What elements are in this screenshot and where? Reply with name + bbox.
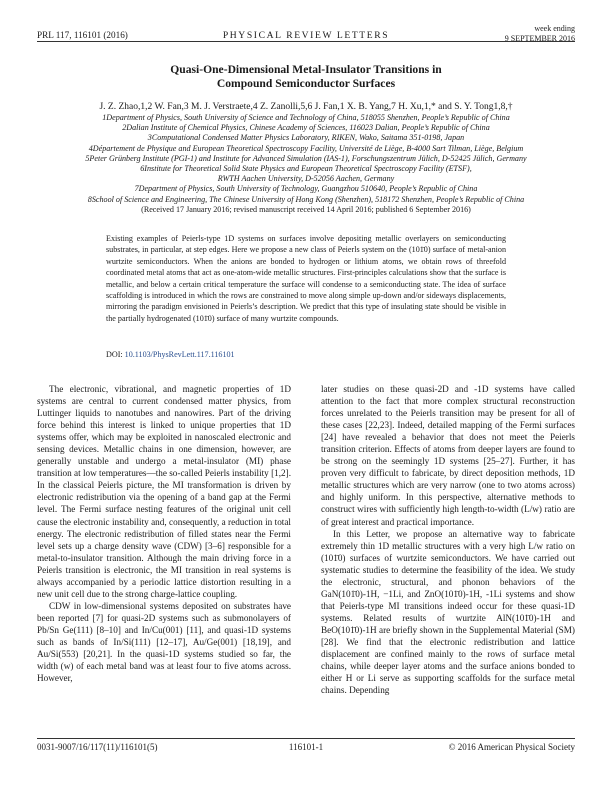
journal-name: PHYSICAL REVIEW LETTERS — [222, 30, 390, 41]
footer-issn: 0031-9007/16/117(11)/116101(5) — [37, 742, 158, 752]
body-paragraph: CDW in low-dimensional systems deposited on substrates have been reported [7] for quasi-2D systems such as submonolayers of Pb/Sn Ge(111) [8–10] and In/Cu(001) [11], and quasi-1D systems such as bands of In/Si(111) [12–17], Au/Ge(001) [18,19], and Au/Si(553) [20,21]. In the quasi-1D systems studied so far, the width (w) of each metal band was at least four to five atoms across. However, — [37, 600, 291, 684]
footer-rule — [37, 738, 575, 739]
body-paragraph: The electronic, vibrational, and magnetic properties of 1D systems are central to current condensed matter physics, from Luttinger liquids to nanotubes and nanowires. Part of the driving force behind this interest is linked to unique properties that 1D systems offer, which may be exploited in nanoscaled electronic and sensing devices. Metallic chains in one dimension, however, are generally unstable and undergo a metal-insulator (MI) phase transition at low temperatures—the so-called Peierls instability [1,2]. In the classical Peierls picture, the MI transformation is driven by electronic redistribution via the opening of a band gap at the Fermi level. The Fermi surface nesting features of the original unit cell cause the electronic instability and, consequently, a reduction in total energy. The electronic redistribution of filled states near the Fermi level sets up a charge density wave (CDW) [3–6] responsible for a metal-to-insulator transition. Although the main driving force in a Peierls transition is electronic, the MI transition in real systems is always accompanied by a periodic lattice distortion resulting in a new unit cell due to the strong charge-lattice coupling. — [37, 384, 291, 599]
body-paragraph: later studies on these quasi-2D and -1D systems have called attention to the fact that more complex structural reconstruction forces unrelated to the Peierls transition may be present for all of these cases [22,23]. Indeed, detailed mapping of the Fermi surfaces [24] have revealed a behavior that does not meet the Peierls transition criterion. Effects of atoms from deeper layers are found to be strong on the seemingly 1D systems [25–27]. Further, it has proven very difficult to fabricate, by direct deposition methods, 1D metallic structures which are very narrow (one to two atoms across) and highly uniform. In this perspective, alternative methods to construct wires with sufficiently high length-to-width (L/w) ratio are of great interest and practical importance. — [321, 384, 575, 527]
doi-link[interactable]: 10.1103/PhysRevLett.117.116101 — [124, 350, 235, 359]
body-column-right — [321, 383, 575, 696]
page-number: 116101-1 — [288, 742, 324, 752]
journal-reference: PRL 117, 116101 (2016) — [37, 30, 128, 40]
copyright: © 2016 American Physical Society — [448, 742, 575, 752]
abstract-text: Existing examples of Peierls-type 1D systems on surfaces involve depositing metallic overlayers on semiconducting substrates, in particular, at step edges. Here we propose a new class of Peierls system on the (101̄0) surface of metal-anion wurtzite semiconductors. When the anions are bonded to hydrogen or lithium atoms, we obtain rows of threefold coordinated metal atoms that act as one-atom-wide metallic structures. First-principles calculations show that the surface is metallic, and below a certain critical temperature the surface will condense to a semiconducting state. The idea of surface scaffolding is introduced in which the rows are constrained to move along simple up-down and/or sideways displacements, mirroring the paradigm envisioned in Peierls’s description. We predict that this type of insulating state should be visible in the partially hydrogenated (101̄0) surface of many wurtzite compounds. — [106, 234, 506, 323]
affiliation: 3Computational Condensed Matter Physics Laboratory, RIKEN, Wako, Saitama 351-0198, Japan — [147, 133, 465, 143]
author-list: J. Z. Zhao,1,2 W. Fan,3 M. J. Verstraete,4 Z. Zanolli,5,6 J. Fan,1 X. B. Yang,7 H. Xu,1,* and S. Y. Tong1,8,† — [99, 102, 513, 112]
affiliation: 5Peter Grünberg Institute (PGI-1) and Institute for Advanced Simulation (IAS-1), Forschungszentrum Jülich, D-52425 Jülich, Germany — [85, 153, 527, 163]
doi-line — [106, 350, 235, 359]
affiliation: 4Département de Physique and European Theoretical Spectroscopy Facility, Université de Liège, B-4000 Sart Tilman, Liège, Belgium — [88, 143, 524, 153]
body-column-left — [37, 383, 291, 684]
affiliation: 6Institute for Theoretical Solid State Physics and European Theoretical Spectroscopy Facility (ETSF), — [140, 164, 472, 174]
week-date: 9 SEPTEMBER 2016 — [504, 33, 575, 43]
title-line-2: Compound Semiconductor Surfaces — [216, 77, 396, 90]
affiliation: RWTH Aachen University, D-52056 Aachen, Germany — [217, 174, 395, 184]
header-rule — [37, 41, 575, 42]
body-paragraph: In this Letter, we propose an alternative way to fabricate extremely thin 1D metallic structures with a very high L/w ratio on (101̄0) surfaces of wurtzite semiconductors. We have carried out systematic studies to determine the feasibility of the idea. We study the electronic, structural, and phonon behaviors of the GaN(101̄0)-1H, −1Li, and ZnO(101̄0)-1H, -1Li systems and show that Peierls-type MI transitions indeed occur for these quasi-1D systems. Related results of wurtzite AlN(101̄0)-1H and BeO(101̄0)-1H are briefly shown in the Supplemental Material (SM) [28]. We find that the electronic redistribution and lattice displacement are confined mainly to the rows of surface metal chains, while deeper layer atoms and the surface anions bonded to either H or Li serve as supporting scaffolds for the surface metal chains. Depending — [321, 528, 575, 696]
affiliation: 1Department of Physics, South University of Science and Technology of China, 518055 Shenzhen, People’s Republic of China — [102, 113, 510, 122]
affiliation: 7Department of Physics, South University of Technology, Guangzhou 510640, People’s Republic of China — [134, 184, 478, 194]
doi-label: DOI: — [106, 350, 123, 359]
affiliation: 2Dalian Institute of Chemical Physics, Chinese Academy of Sciences, 116023 Dalian, People’s Republic of China — [122, 123, 490, 133]
affiliation-list — [30, 113, 582, 215]
week-label: week ending — [534, 24, 575, 33]
abstract — [106, 233, 506, 324]
affiliation: 8School of Science and Engineering, The Chinese University of Hong Kong (Shenzhen), 518172 Shenzhen, People’s Republic of China — [87, 194, 525, 204]
title-line-1: Quasi-One-Dimensional Metal-Insulator Transitions in — [170, 63, 442, 76]
received-dates: (Received 17 January 2016; revised manuscript received 14 April 2016; published 6 September 2016) — [141, 204, 471, 214]
paper-title — [60, 63, 552, 91]
